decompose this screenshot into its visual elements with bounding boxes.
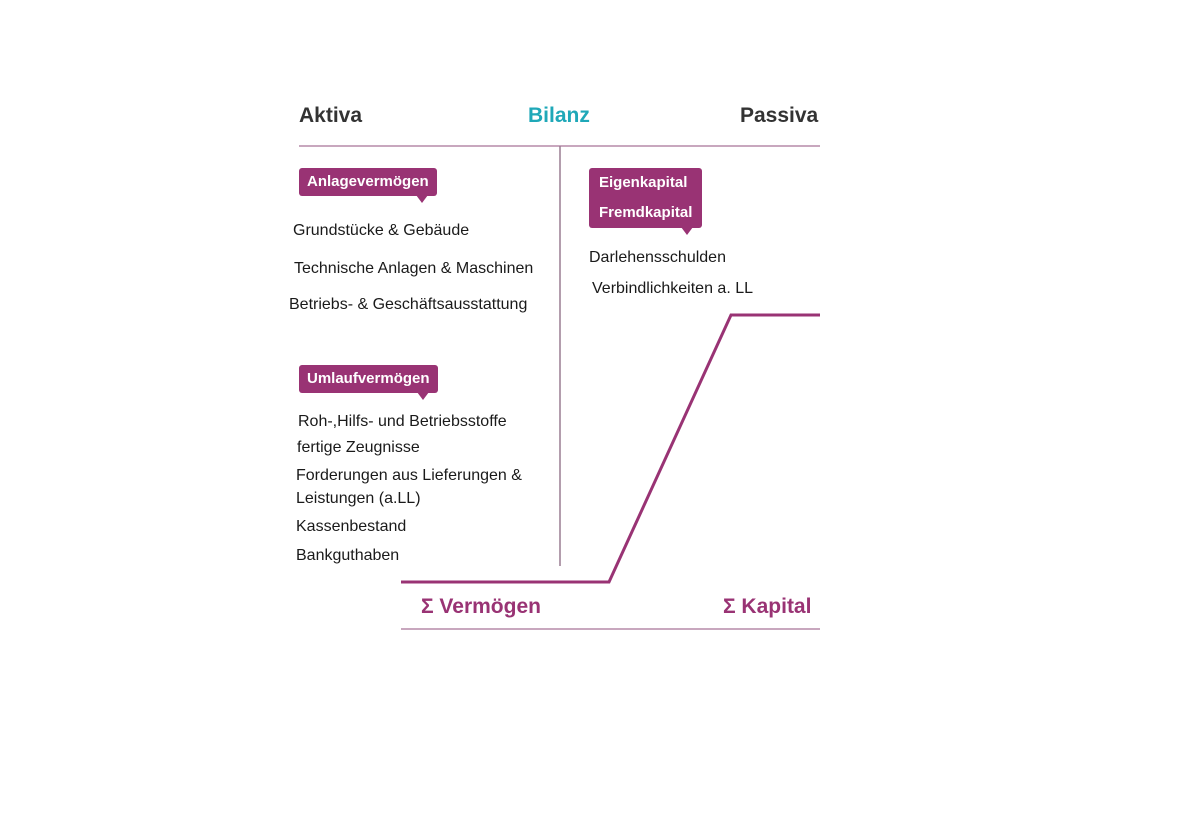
umlaufvermoegen-label: Umlaufvermögen <box>299 365 438 393</box>
aktiva-heading: Aktiva <box>299 104 363 127</box>
list-item: fertige Zeugnisse <box>297 439 420 456</box>
list-item: Betriebs- & Geschäftsausstattung <box>289 296 528 313</box>
list-item: Roh-,Hilfs- und Betriebsstoffe <box>298 413 507 430</box>
anlagevermoegen-label: Anlagevermögen <box>299 168 437 196</box>
list-item: Darlehensschulden <box>589 249 726 266</box>
list-item: Forderungen aus Lieferungen & <box>296 467 522 484</box>
fremdkapital-label: Fremdkapital <box>599 204 693 221</box>
bilanz-title: Bilanz <box>528 104 590 127</box>
kapital-label <box>589 168 702 228</box>
eigenkapital-label: Eigenkapital <box>599 174 688 191</box>
total-kapital: Σ Kapital <box>723 595 812 618</box>
balance-zigzag-line <box>401 315 820 582</box>
passiva-heading: Passiva <box>740 104 819 127</box>
total-vermoegen: Σ Vermögen <box>421 595 541 618</box>
list-item: Bankguthaben <box>296 547 400 564</box>
list-item: Technische Anlagen & Maschinen <box>294 260 534 277</box>
list-item: Leistungen (a.LL) <box>296 490 421 507</box>
list-item: Grundstücke & Gebäude <box>293 222 470 239</box>
list-item: Kassenbestand <box>296 518 407 535</box>
list-item: Verbindlichkeiten a. LL <box>592 280 753 297</box>
